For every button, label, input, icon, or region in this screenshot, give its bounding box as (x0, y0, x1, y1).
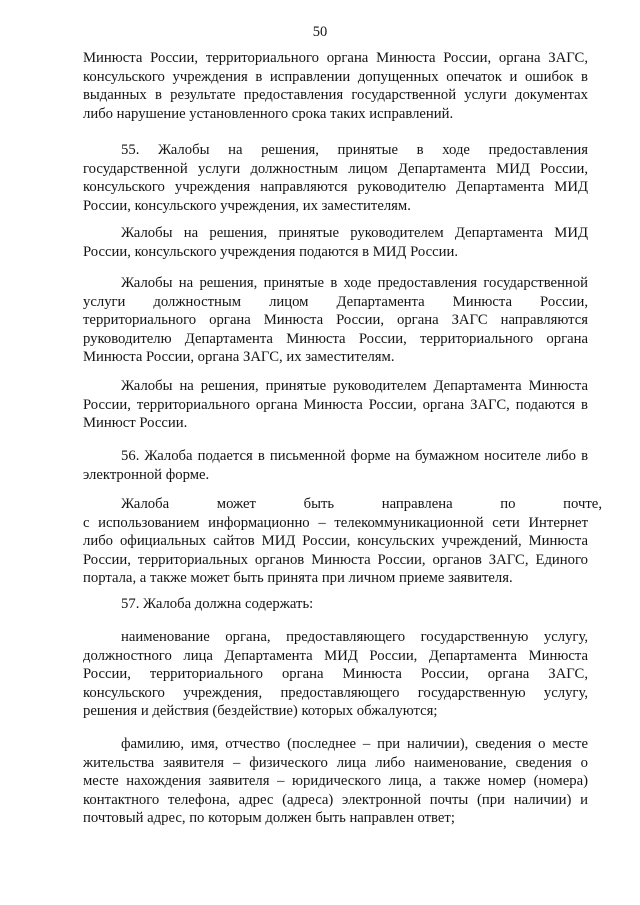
text-line: территориального органа Минюста России, органа ЗАГС направляются (83, 312, 588, 329)
text-line: руководителю Департамента Минюста России, территориального органа (83, 330, 588, 347)
text-line: Минюста России, территориального органа Минюста России, органа ЗАГС, (83, 50, 588, 66)
text-line: Минюста России, органа ЗАГС, их заместителям. (83, 349, 395, 366)
text-line: консульского учреждения, предоставляющего государственную услугу, (83, 684, 588, 701)
paragraph-continuation (83, 49, 588, 123)
text-line: портала, а также может быть принята при личном приеме заявителя. (83, 570, 513, 587)
paragraph-item-56 (83, 447, 588, 484)
text-line: России, территориального органа Минюста России, органа ЗАГС, подаются в (83, 396, 588, 413)
text-line: выданных в результате предоставления государственной услуги документах (83, 87, 588, 104)
paragraph-applicant-info (83, 735, 588, 828)
text-line: либо нарушение установленного срока таких исправлений. (83, 105, 454, 122)
text-line: России, консульского учреждения подаются в МИД России. (83, 243, 459, 260)
page-number: 50 (312, 24, 328, 40)
text-line: Минюст России. (83, 415, 188, 432)
text-line: почтовый адрес, по которым должен быть направлен ответ; (83, 810, 455, 827)
paragraph-minjust-heads (83, 377, 588, 433)
text-line: России, территориальных органов Минюста России, органов ЗАГС, Единого (83, 551, 588, 568)
text-line: Жалобы на решения, принятые руководителем Департамента МИД (121, 225, 588, 241)
text-line: России, консульского учреждения, их заместителям. (83, 197, 411, 214)
text-line: электронной форме. (83, 466, 210, 483)
text-line: государственной услуги должностным лицом Департамента МИД России, (83, 160, 588, 177)
text-line: фамилию, имя, отчество (последнее – при наличии), сведения о месте (121, 736, 588, 752)
text-line: 55. Жалобы на решения, принятые в ходе предоставления (121, 142, 588, 158)
text-line: месте нахождения заявителя – юридического лица, а также номер (номера) (83, 773, 588, 790)
text-line: либо официальных сайтов МИД России, консульских учреждений, Минюста (83, 533, 588, 550)
text-line: контактного телефона, адрес (адреса) электронной почты (при наличии) и (83, 791, 588, 808)
text-line: Жалоба может быть направлена по почте, (121, 496, 602, 512)
text-line: решения и действия (бездействие) которых обжалуются; (83, 703, 438, 720)
text-line: наименование органа, предоставляющего государственную услугу, (121, 629, 588, 645)
text-line: России, территориального органа Минюста России, органа ЗАГС, (83, 666, 588, 683)
paragraph-organ-name (83, 628, 588, 721)
paragraph-item-57 (83, 595, 588, 614)
text-line: 56. Жалоба подается в письменной форме на бумажном носителе либо в (121, 448, 588, 464)
text-line: Жалобы на решения, принятые в ходе предоставления государственной (121, 275, 588, 291)
paragraph-item-55 (83, 141, 588, 215)
text-line: услуги должностным лицом Департамента Минюста России, (83, 293, 588, 310)
text-line: жительства заявителя – физического лица либо наименование, сведения о (83, 754, 588, 771)
text-line: должностного лица Департамента МИД России, Департамента Минюста (83, 647, 588, 664)
text-line: консульского учреждения направляются руководителю Департамента МИД (83, 179, 588, 196)
text-line: с использованием информационно – телекоммуникационной сети Интернет (83, 514, 588, 531)
text-line: 57. Жалоба должна содержать: (121, 596, 314, 612)
text-line: Жалобы на решения, принятые руководителем Департамента Минюста (121, 378, 588, 394)
text-line: консульского учреждения в исправлении допущенных опечаток и ошибок в (83, 68, 588, 85)
paragraph-mid-complaints (83, 224, 588, 261)
paragraph-minjust-officials (83, 274, 588, 367)
paragraph-submission-ways (83, 495, 602, 588)
